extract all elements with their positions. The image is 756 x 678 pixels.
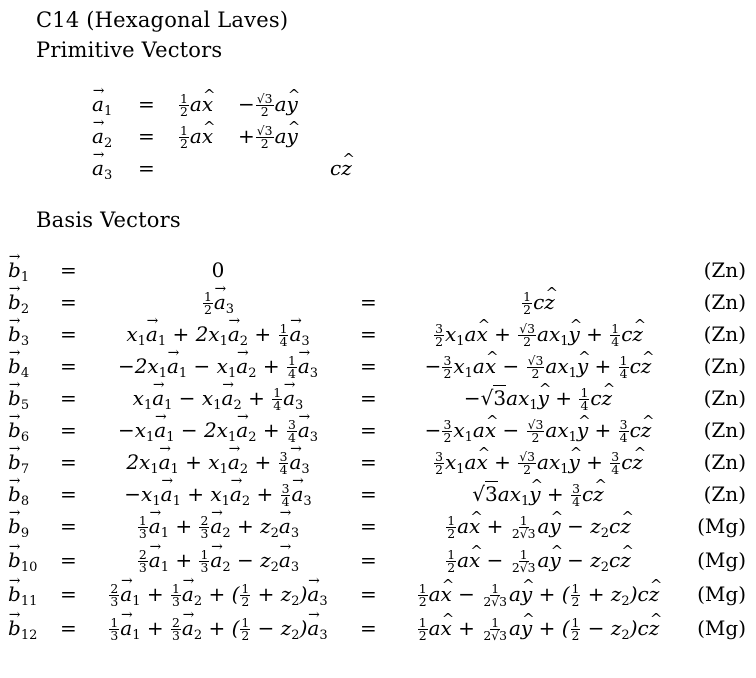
primitive-vectors-heading: Primitive Vectors [36, 38, 223, 62]
atom-label: (Zn) [703, 258, 746, 282]
primitive-vector-a1: → $a_1$ = $\frac{1}{2}$ a^ x − $\frac{√3}{2}$ a^ y [0, 92, 756, 122]
basis-vector-b10: → $b_{10}$ = $\frac{2}{3}$ → $a_1$ + $\frac{1}{3}$ → $a_2 - z_2\to a_3$ = $\frac{1}{2}$ a^ x − $\frac{1}{2√3}$ a^ $y - z_2c\^{}$ z (Mg) [0, 548, 756, 578]
atom-label: (Mg) [697, 514, 746, 538]
basis-vector-b8: → $b_8$ = $-x_1\to a_1 + x_1\to a_2$ + $\frac{3}{4}$ → $a_3$ = $√3ax_1\^{}$ y + $\frac{3}{4}$ c^ z (Zn) [0, 482, 756, 512]
basis-vector-b4: → $b_4$ = $-2x_1\to a_1 - x_1\to a_2$ + $\frac{1}{4}$ → $a_3$ = − $\frac{3}{2}$ $x_1a\^{}$ x − $\frac{√3}{2}$ $ax_1\^{}$ y + $\frac{1}{4}$ c^ z (Zn) [0, 354, 756, 384]
basis-vector-b9: → $b_9$ = $\frac{1}{3}$ → $a_1$ + $\frac{2}{3}$ → $a_2 + z_2\to a_3$ = $\frac{1}{2}$ a^ x + $\frac{1}{2√3}$ a^ $y - z_2c\^{}$ z (Mg) [0, 514, 756, 544]
basis-vector-b11: → $b_{11}$ = $\frac{2}{3}$ → $a_1$ + $\frac{1}{3}$ → $a_2$ + ( $\frac{1}{2}$ + $z_2)\to a_3$ = $\frac{1}{2}$ a^ x − $\frac{1}{2√3}$ a^ y + ( $\frac{1}{2}$ + $z_2)c\^{}$ z (Mg) [0, 582, 756, 612]
basis-vector-b5: → $b_5$ = $x_1\to a_1 - x_1\to a_2$ + $\frac{1}{4}$ → $a_3$ = $-√3ax_1\^{}$ y + $\frac{1}{4}$ c^ z (Zn) [0, 386, 756, 416]
atom-label: (Zn) [703, 354, 746, 378]
atom-label: (Zn) [703, 290, 746, 314]
basis-vector-b12: → $b_{12}$ = $\frac{1}{3}$ → $a_1$ + $\frac{2}{3}$ → $a_2$ + ( $\frac{1}{2}$ − $z_2)\to a_3$ = $\frac{1}{2}$ a^ x + $\frac{1}{2√3}$ a^ y + ( $\frac{1}{2}$ − $z_2)c\^{}$ z (Mg) [0, 616, 756, 646]
basis-vector-b7: → $b_7$ = $2x_1\to a_1 + x_1\to a_2$ + $\frac{3}{4}$ → $a_3$ = $\frac{3}{2}$ $x_1a\^{}$ x + $\frac{√3}{2}$ $ax_1\^{}$ y + $\frac{3}{4}$ c^ z (Zn) [0, 450, 756, 480]
atom-label: (Zn) [703, 450, 746, 474]
primitive-vector-a2: → $a_2$ = $\frac{1}{2}$ a^ x + $\frac{√3}{2}$ a^ y [0, 124, 756, 154]
basis-vector-b2: → $b_2$ = $\frac{1}{2}$ → $a_3$ = $\frac{1}{2}$ c^ z (Zn) [0, 290, 756, 320]
a2-label: → $a_2$ [92, 124, 112, 148]
equals-sign: = [138, 124, 155, 148]
primitive-vector-a3: → $a_3$ = c^ z [0, 156, 756, 186]
atom-label: (Zn) [703, 482, 746, 506]
atom-label: (Mg) [697, 582, 746, 606]
atom-label: (Mg) [697, 548, 746, 572]
basis-vector-b6: → $b_6$ = $-x_1\to a_1 - 2x_1\to a_2$ + $\frac{3}{4}$ → $a_3$ = − $\frac{3}{2}$ $x_1a\^{}$ x − $\frac{√3}{2}$ $ax_1\^{}$ y + $\frac{3}{4}$ c^ z (Zn) [0, 418, 756, 448]
atom-label: (Mg) [697, 616, 746, 640]
atom-label: (Zn) [703, 418, 746, 442]
atom-label: (Zn) [703, 322, 746, 346]
atom-label: (Zn) [703, 386, 746, 410]
structure-title: C14 (Hexagonal Laves) [36, 8, 289, 32]
basis-vector-b1: → $b_1$ = 0 (Zn) [0, 258, 756, 288]
equals-sign: = [138, 92, 155, 116]
a1-label: → $a_1$ [92, 92, 112, 116]
basis-vector-b3: → $b_3$ = $x_1\to a_1 + 2x_1\to a_2$ + $\frac{1}{4}$ → $a_3$ = $\frac{3}{2}$ $x_1a\^{}$ x + $\frac{√3}{2}$ $ax_1\^{}$ y + $\frac{1}{4}$ c^ z (Zn) [0, 322, 756, 352]
a3-label: → $a_3$ [92, 156, 112, 180]
equals-sign: = [138, 156, 155, 180]
basis-vectors-heading: Basis Vectors [36, 208, 181, 232]
